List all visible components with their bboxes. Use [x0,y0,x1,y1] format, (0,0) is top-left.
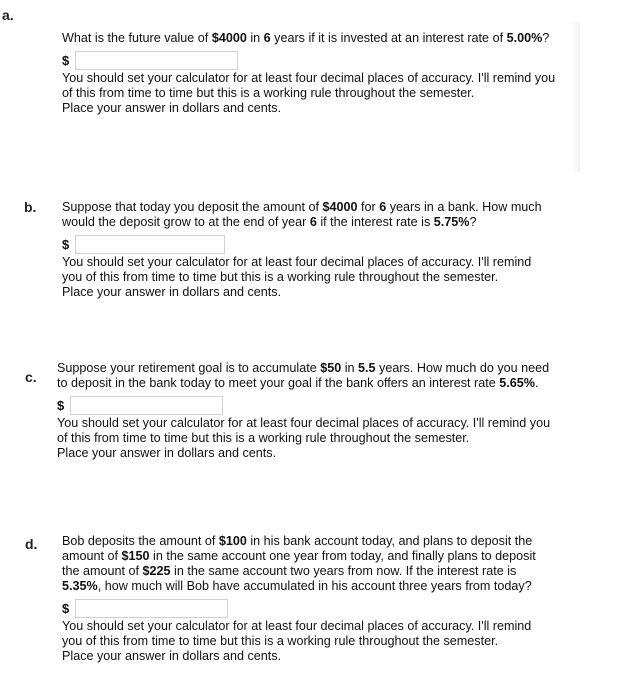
answer-format-note-b: Place your answer in dollars and cents. [62,285,282,299]
question-b [62,200,544,300]
answer-format-note-d: Place your answer in dollars and cents. [62,649,282,663]
answer-row-d [62,597,548,619]
question-b-letter: b. [24,199,37,215]
question-d-letter: d. [25,536,38,552]
dollar-sign: $ [62,52,70,68]
dollar-sign: $ [62,236,70,252]
question-a-text: What is the future value of $4000 in 6 years if it is invested at an interest rate of 5.00%? [62,31,550,45]
answer-row-c [57,394,553,416]
answer-input-b[interactable] [75,235,225,254]
calculator-note-a: You should set your calculator for at least four decimal places of accuracy. I'll remind you of this from time to time but this is a working rule throughout the semester. [62,71,556,100]
calculator-note-b: You should set your calculator for at least four decimal places of accuracy. I'll remind you of this from time to time but this is a working rule throughout the semester. [62,255,532,284]
question-a-letter: a. [2,7,14,23]
question-c-letter: c. [25,369,37,385]
answer-row-b [62,233,544,255]
answer-input-a[interactable] [75,51,238,70]
question-d [62,534,548,664]
question-d-text: Bob deposits the amount of $100 in his bank account today, and plans to deposit the amount of $150 in the same account one year from today, and finally plans to deposit the amount of $225 in the same account two years from now. If the interest rate is 5.35%, how much will Bob have accumulated in his account three years from today? [62,534,536,593]
calculator-note-d: You should set your calculator for at least four decimal places of accuracy. I'll remind you of this from time to time but this is a working rule throughout the semester. [62,619,532,648]
answer-format-note-a: Place your answer in dollars and cents. [62,101,282,115]
answer-input-d[interactable] [75,599,228,618]
question-c-text: Suppose your retirement goal is to accumulate $50 in 5.5 years. How much do you need to deposit in the bank today to meet your goal if the bank offers an interest rate 5.65%. [57,361,550,390]
dollar-sign: $ [62,600,70,616]
answer-row-a [62,49,568,71]
calculator-note-c: You should set your calculator for at least four decimal places of accuracy. I'll remind you of this from time to time but this is a working rule throughout the semester. [57,416,551,445]
question-a [62,31,568,116]
answer-format-note-c: Place your answer in dollars and cents. [57,446,277,460]
scroll-shadow [572,22,580,172]
dollar-sign: $ [57,397,65,413]
question-b-text: Suppose that today you deposit the amount of $4000 for 6 years in a bank. How much would the deposit grow to at the end of year 6 if the interest rate is 5.75%? [62,200,542,229]
answer-input-c[interactable] [70,396,223,415]
question-c [57,361,553,461]
